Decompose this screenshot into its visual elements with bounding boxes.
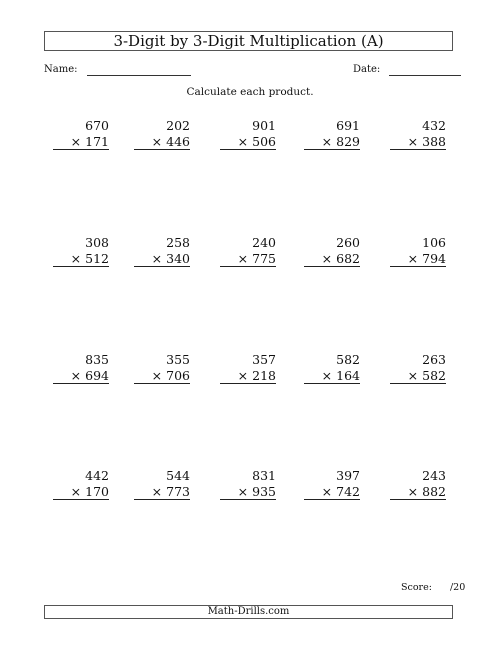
problem-8 <box>220 235 276 267</box>
multiplier-row <box>304 484 360 500</box>
name-field <box>44 64 191 76</box>
multiplicand: 691 <box>336 118 360 133</box>
multiplier-row <box>220 484 276 500</box>
problem-2 <box>134 118 190 150</box>
times-sign: × <box>237 134 249 149</box>
problem-17 <box>134 468 190 500</box>
problem-14 <box>304 352 360 384</box>
times-sign: × <box>407 134 419 149</box>
times-sign: × <box>151 134 163 149</box>
multiplicand: 202 <box>166 118 190 133</box>
name-label: Name: <box>44 64 78 75</box>
multiplier-row <box>220 368 276 384</box>
multiplicand: 355 <box>166 352 190 367</box>
times-sign: × <box>237 368 249 383</box>
multiplier: 882 <box>422 484 446 499</box>
times-sign: × <box>321 484 333 499</box>
multiplier: 388 <box>422 134 446 149</box>
times-sign: × <box>321 134 333 149</box>
multiplier: 682 <box>336 251 360 266</box>
multiplier-row <box>134 484 190 500</box>
multiplicand: 835 <box>85 352 109 367</box>
problem-13 <box>220 352 276 384</box>
times-sign: × <box>237 251 249 266</box>
multiplier-row <box>390 368 446 384</box>
problem-11 <box>53 352 109 384</box>
problem-9 <box>304 235 360 267</box>
multiplicand: 432 <box>422 118 446 133</box>
footer: Math-Drills.com <box>44 605 453 619</box>
times-sign: × <box>70 368 82 383</box>
multiplicand: 106 <box>422 235 446 250</box>
multiplier-row <box>220 251 276 267</box>
instructions: Calculate each product. <box>186 86 314 98</box>
multiplier: 829 <box>336 134 360 149</box>
problem-19 <box>304 468 360 500</box>
multiplier: 775 <box>252 251 276 266</box>
multiplier: 446 <box>166 134 190 149</box>
problem-4 <box>304 118 360 150</box>
multiplier: 694 <box>85 368 109 383</box>
multiplicand: 357 <box>252 352 276 367</box>
problem-16 <box>53 468 109 500</box>
times-sign: × <box>70 251 82 266</box>
times-sign: × <box>151 251 163 266</box>
multiplier-row <box>304 251 360 267</box>
multiplicand: 544 <box>166 468 190 483</box>
multiplicand: 901 <box>252 118 276 133</box>
problem-7 <box>134 235 190 267</box>
times-sign: × <box>151 484 163 499</box>
multiplier: 794 <box>422 251 446 266</box>
multiplicand: 308 <box>85 235 109 250</box>
multiplicand: 240 <box>252 235 276 250</box>
multiplier: 773 <box>166 484 190 499</box>
multiplier: 171 <box>85 134 109 149</box>
times-sign: × <box>407 484 419 499</box>
score-total: /20 <box>449 582 466 593</box>
times-sign: × <box>321 251 333 266</box>
times-sign: × <box>151 368 163 383</box>
multiplicand: 263 <box>422 352 446 367</box>
problem-18 <box>220 468 276 500</box>
multiplicand: 258 <box>166 235 190 250</box>
multiplier: 742 <box>336 484 360 499</box>
date-blank-line[interactable] <box>389 75 461 76</box>
worksheet-title: 3-Digit by 3-Digit Multiplication (A) <box>44 31 453 51</box>
problem-3 <box>220 118 276 150</box>
multiplicand: 670 <box>85 118 109 133</box>
multiplier: 582 <box>422 368 446 383</box>
times-sign: × <box>407 251 419 266</box>
problem-10 <box>390 235 446 267</box>
multiplier-row <box>220 134 276 150</box>
problem-5 <box>390 118 446 150</box>
multiplier-row <box>134 251 190 267</box>
times-sign: × <box>70 134 82 149</box>
date-label: Date: <box>353 64 381 75</box>
multiplier-row <box>390 134 446 150</box>
multiplicand: 442 <box>85 468 109 483</box>
multiplier: 170 <box>85 484 109 499</box>
multiplier: 218 <box>252 368 276 383</box>
score-area <box>401 582 465 593</box>
multiplier-row <box>53 484 109 500</box>
problem-20 <box>390 468 446 500</box>
multiplicand: 582 <box>336 352 360 367</box>
multiplier: 706 <box>166 368 190 383</box>
times-sign: × <box>237 484 249 499</box>
multiplicand: 397 <box>336 468 360 483</box>
multiplier: 164 <box>336 368 360 383</box>
multiplier-row <box>53 134 109 150</box>
date-field <box>353 64 461 76</box>
name-blank-line[interactable] <box>87 75 191 76</box>
multiplier-row <box>390 251 446 267</box>
problem-12 <box>134 352 190 384</box>
multiplier: 512 <box>85 251 109 266</box>
multiplier: 935 <box>252 484 276 499</box>
problem-6 <box>53 235 109 267</box>
multiplier-row <box>390 484 446 500</box>
times-sign: × <box>321 368 333 383</box>
multiplier-row <box>53 251 109 267</box>
multiplier-row <box>53 368 109 384</box>
multiplier: 340 <box>166 251 190 266</box>
multiplier: 506 <box>252 134 276 149</box>
problem-15 <box>390 352 446 384</box>
multiplier-row <box>304 134 360 150</box>
multiplier-row <box>134 134 190 150</box>
multiplicand: 243 <box>422 468 446 483</box>
score-label: Score: <box>401 582 432 593</box>
multiplicand: 260 <box>336 235 360 250</box>
times-sign: × <box>70 484 82 499</box>
multiplier-row <box>134 368 190 384</box>
multiplicand: 831 <box>252 468 276 483</box>
times-sign: × <box>407 368 419 383</box>
problem-1 <box>53 118 109 150</box>
multiplier-row <box>304 368 360 384</box>
